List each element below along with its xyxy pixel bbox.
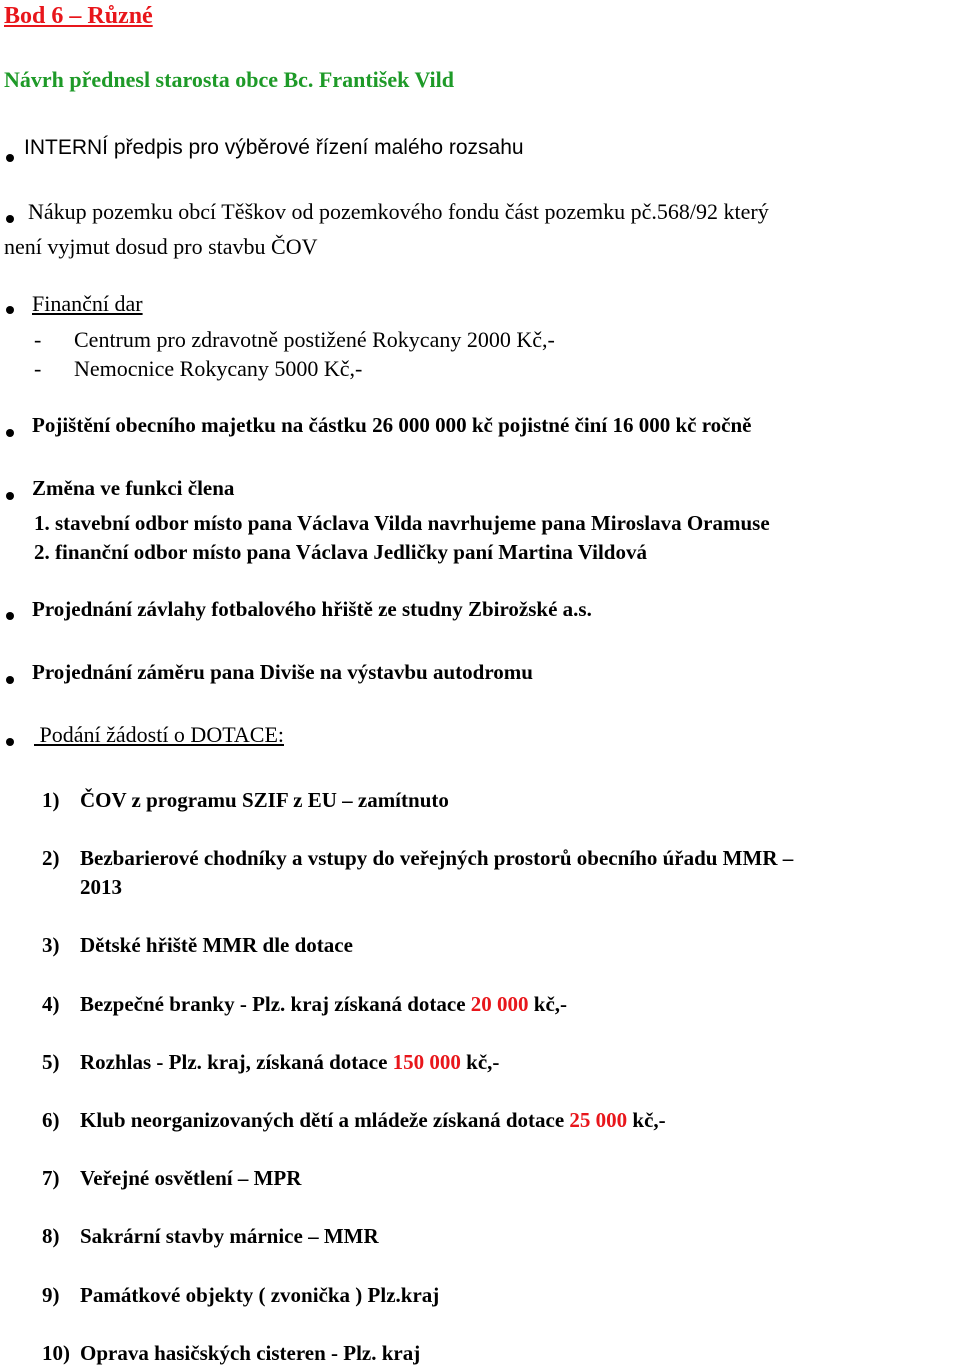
bullet-pojisteni: Pojištění obecního majetku na částku 26 000 000 kč pojistné činí 16 000 kč ročně [32,413,752,437]
dotace-item: 10) Oprava hasičských cisteren - Plz. kraj [42,1341,421,1365]
dotace-item: 9) Památkové objekty ( zvonička ) Plz.kraj [42,1283,440,1307]
dotace-item: 8) Sakrární stavby márnice – MMR [42,1224,379,1248]
bullet-icon [6,612,14,620]
amount: 150 000 [392,1050,461,1074]
bullet-icon [6,306,14,314]
bullet-icon [6,738,14,746]
bullet-dotace-title: Podání žádostí o DOTACE: [34,722,284,747]
bullet-interni: INTERNÍ předpis pro výběrové řízení malého rozsahu [24,136,524,159]
dotace-item: 2) Bezbarierové chodníky a vstupy do veřejných prostorů obecního úřadu MMR – [42,846,794,870]
dar-item: - Centrum pro zdravotně postižené Rokycany 2000 Kč,- [34,327,555,352]
zmena-item: 2. finanční odbor místo pana Václava Jedličky paní Martina Vildová [34,540,647,564]
dotace-item: 4) Bezpečné branky - Plz. kraj získaná dotace 20 000 kč,- [42,992,568,1016]
amount: 20 000 [470,992,529,1016]
bullet-zavlaha: Projednání závlahy fotbalového hřiště ze studny Zbirožské a.s. [32,597,592,621]
bullet-icon [6,154,14,162]
dotace-item: 3) Dětské hřiště MMR dle dotace [42,933,353,957]
dotace-item: 5) Rozhlas - Plz. kraj, získaná dotace 150 000 kč,- [42,1050,500,1074]
proposer-line: Návrh přednesl starosta obce Bc. František Vild [4,67,454,92]
dotace-item: 6) Klub neorganizovaných dětí a mládeže získaná dotace 25 000 kč,- [42,1108,666,1132]
bullet-icon [6,676,14,684]
dotace-item: 7) Veřejné osvětlení – MPR [42,1166,302,1190]
zmena-item: 1. stavební odbor místo pana Václava Vilda navrhujeme pana Miroslava Oramuse [34,511,770,535]
dar-item: - Nemocnice Rokycany 5000 Kč,- [34,356,363,381]
page-title: Bod 6 – Různé [4,3,153,29]
bullet-icon [6,215,14,223]
dotace-item: 1) ČOV z programu SZIF z EU – zamítnuto [42,788,449,812]
bullet-zmena-title: Změna ve funkci člena [32,476,235,500]
bullet-nakup-line2: není vyjmut dosud pro stavbu ČOV [4,234,318,259]
bullet-dar-title: Finanční dar [32,291,143,316]
bullet-autodrom: Projednání záměru pana Diviše na výstavbu autodromu [32,660,533,684]
bullet-nakup-line1: Nákup pozemku obcí Těškov od pozemkového fondu část pozemku pč.568/92 který [28,199,769,224]
bullet-icon [6,492,14,500]
dotace-item-cont: 2013 [80,875,122,899]
bullet-icon [6,429,14,437]
amount: 25 000 [569,1108,628,1132]
